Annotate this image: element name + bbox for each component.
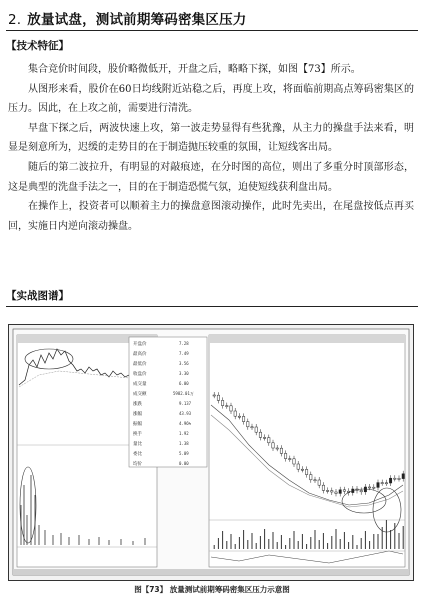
candle-body: [259, 432, 261, 437]
stat-value: 1.92: [179, 431, 189, 436]
candle-body: [305, 469, 307, 474]
candle-body: [251, 427, 253, 428]
svg-text:委比: 委比: [133, 452, 142, 457]
svg-text:振幅: 振幅: [133, 422, 142, 427]
candle-body: [280, 448, 282, 453]
candle-body: [230, 406, 232, 411]
candle-body: [394, 478, 396, 479]
svg-text:涨跌: 涨跌: [133, 402, 142, 407]
stat-value: 9.137: [179, 401, 192, 406]
stat-value: 7.28: [179, 341, 189, 346]
section-label-features: 【技术特征】: [6, 40, 69, 52]
candle-body: [322, 485, 324, 490]
candle-body: [297, 464, 299, 469]
candle-body: [293, 459, 295, 464]
candle-body: [226, 406, 228, 407]
candle-body: [301, 469, 303, 470]
svg-text:均价: 均价: [133, 462, 142, 467]
stat-value: 5982.01万: [173, 391, 194, 396]
candle-body: [268, 438, 270, 443]
section-label-practice: 【实战图谱】: [6, 290, 69, 302]
candle-body: [314, 480, 316, 481]
heading-title: 放量试盘，测试前期筹码密集区压力: [27, 12, 247, 28]
candle-body: [272, 443, 274, 448]
candle-body: [263, 437, 265, 438]
daily-kline-panel: [209, 335, 405, 567]
paragraph-3: 早盘下探之后，两波快速上攻，第一波走势显得有些犹豫，从主力的操盘手法来看，明显是刻意所为，迟缓的走势目的在于制造抛压较重的氛围，让短线客出局。: [8, 122, 414, 154]
candle-body: [402, 474, 404, 479]
candle-body: [339, 490, 341, 494]
svg-text:最高价: 最高价: [133, 352, 147, 357]
candle-body: [373, 487, 375, 488]
candle-body: [247, 422, 249, 427]
stat-value: 6.00: [179, 381, 189, 386]
heading-number: 2.: [8, 12, 22, 28]
candle-body: [364, 487, 366, 492]
candle-body: [326, 490, 328, 491]
svg-text:收盘价: 收盘价: [133, 372, 147, 377]
stat-value: 5.09: [179, 451, 189, 456]
svg-text:开盘价: 开盘价: [133, 342, 147, 347]
candle-body: [238, 416, 240, 417]
candle-body: [368, 487, 370, 488]
section-rule: [6, 306, 418, 307]
candle-body: [331, 491, 333, 492]
candle-body: [343, 490, 345, 491]
stat-value: 4.96%: [179, 421, 192, 426]
svg-text:量比: 量比: [133, 442, 142, 447]
stock-screenshot: [9, 325, 413, 580]
svg-text:成交额: 成交额: [133, 392, 147, 397]
candle-body: [276, 448, 278, 449]
candle-body: [318, 480, 320, 485]
candle-body: [255, 427, 257, 432]
paragraph-4: 随后的第二波拉升，有明显的对敲痕迹，在分时图的高位，则出了多重分时顶部形态，这是典型的洗盘手法之一，目的在于制造恐慌气氛，迫使短线获利盘出局。: [8, 161, 414, 193]
heading-rule: [6, 30, 418, 31]
candle-body: [385, 483, 387, 484]
candle-body: [234, 411, 236, 416]
chart-figure: [8, 324, 414, 581]
candle-body: [213, 395, 215, 396]
svg-text:成交量: 成交量: [133, 382, 147, 387]
candle-body: [381, 483, 383, 484]
candle-body: [398, 478, 400, 479]
paragraph-2: 从图形来看，股价在60日均线附近站稳之后，再度上攻，将面临前期高点筹码密集区的压力。因此，在上攻之前，需要进行清洗。: [8, 83, 414, 115]
body-text: [8, 60, 414, 236]
candle-body: [389, 478, 391, 483]
candle-body: [217, 395, 219, 400]
candle-body: [310, 475, 312, 480]
figure-caption: 图【73】 放量测试前期筹码密集区压力示意图: [134, 585, 290, 594]
paragraph-5: 在操作上，投资者可以顺着主力的操盘意图滚动操作，此时先卖出，在尾盘按低点再买回，实施日内逆向滚动操盘。: [8, 201, 414, 232]
stat-value: 3.30: [179, 371, 189, 376]
stat-value: 3.56: [179, 361, 189, 366]
svg-text:涨幅: 涨幅: [133, 412, 142, 417]
candle-body: [335, 492, 337, 493]
stat-value: 1.38: [179, 441, 189, 446]
stat-value: 7.49: [179, 351, 189, 356]
paragraph-1: 集合竞价时间段，股价略微低开，开盘之后，略略下探，如图【73】所示。: [28, 64, 361, 75]
candle-body: [284, 453, 286, 458]
svg-text:最低价: 最低价: [133, 362, 147, 367]
candle-body: [360, 490, 362, 491]
candle-body: [377, 483, 379, 488]
svg-text:换手: 换手: [133, 432, 142, 437]
section-heading: [8, 8, 418, 28]
candle-body: [221, 400, 223, 405]
stat-value: 0.00: [179, 461, 189, 466]
candle-body: [289, 459, 291, 460]
candle-body: [242, 416, 244, 421]
stat-value: 43.93: [179, 411, 192, 416]
